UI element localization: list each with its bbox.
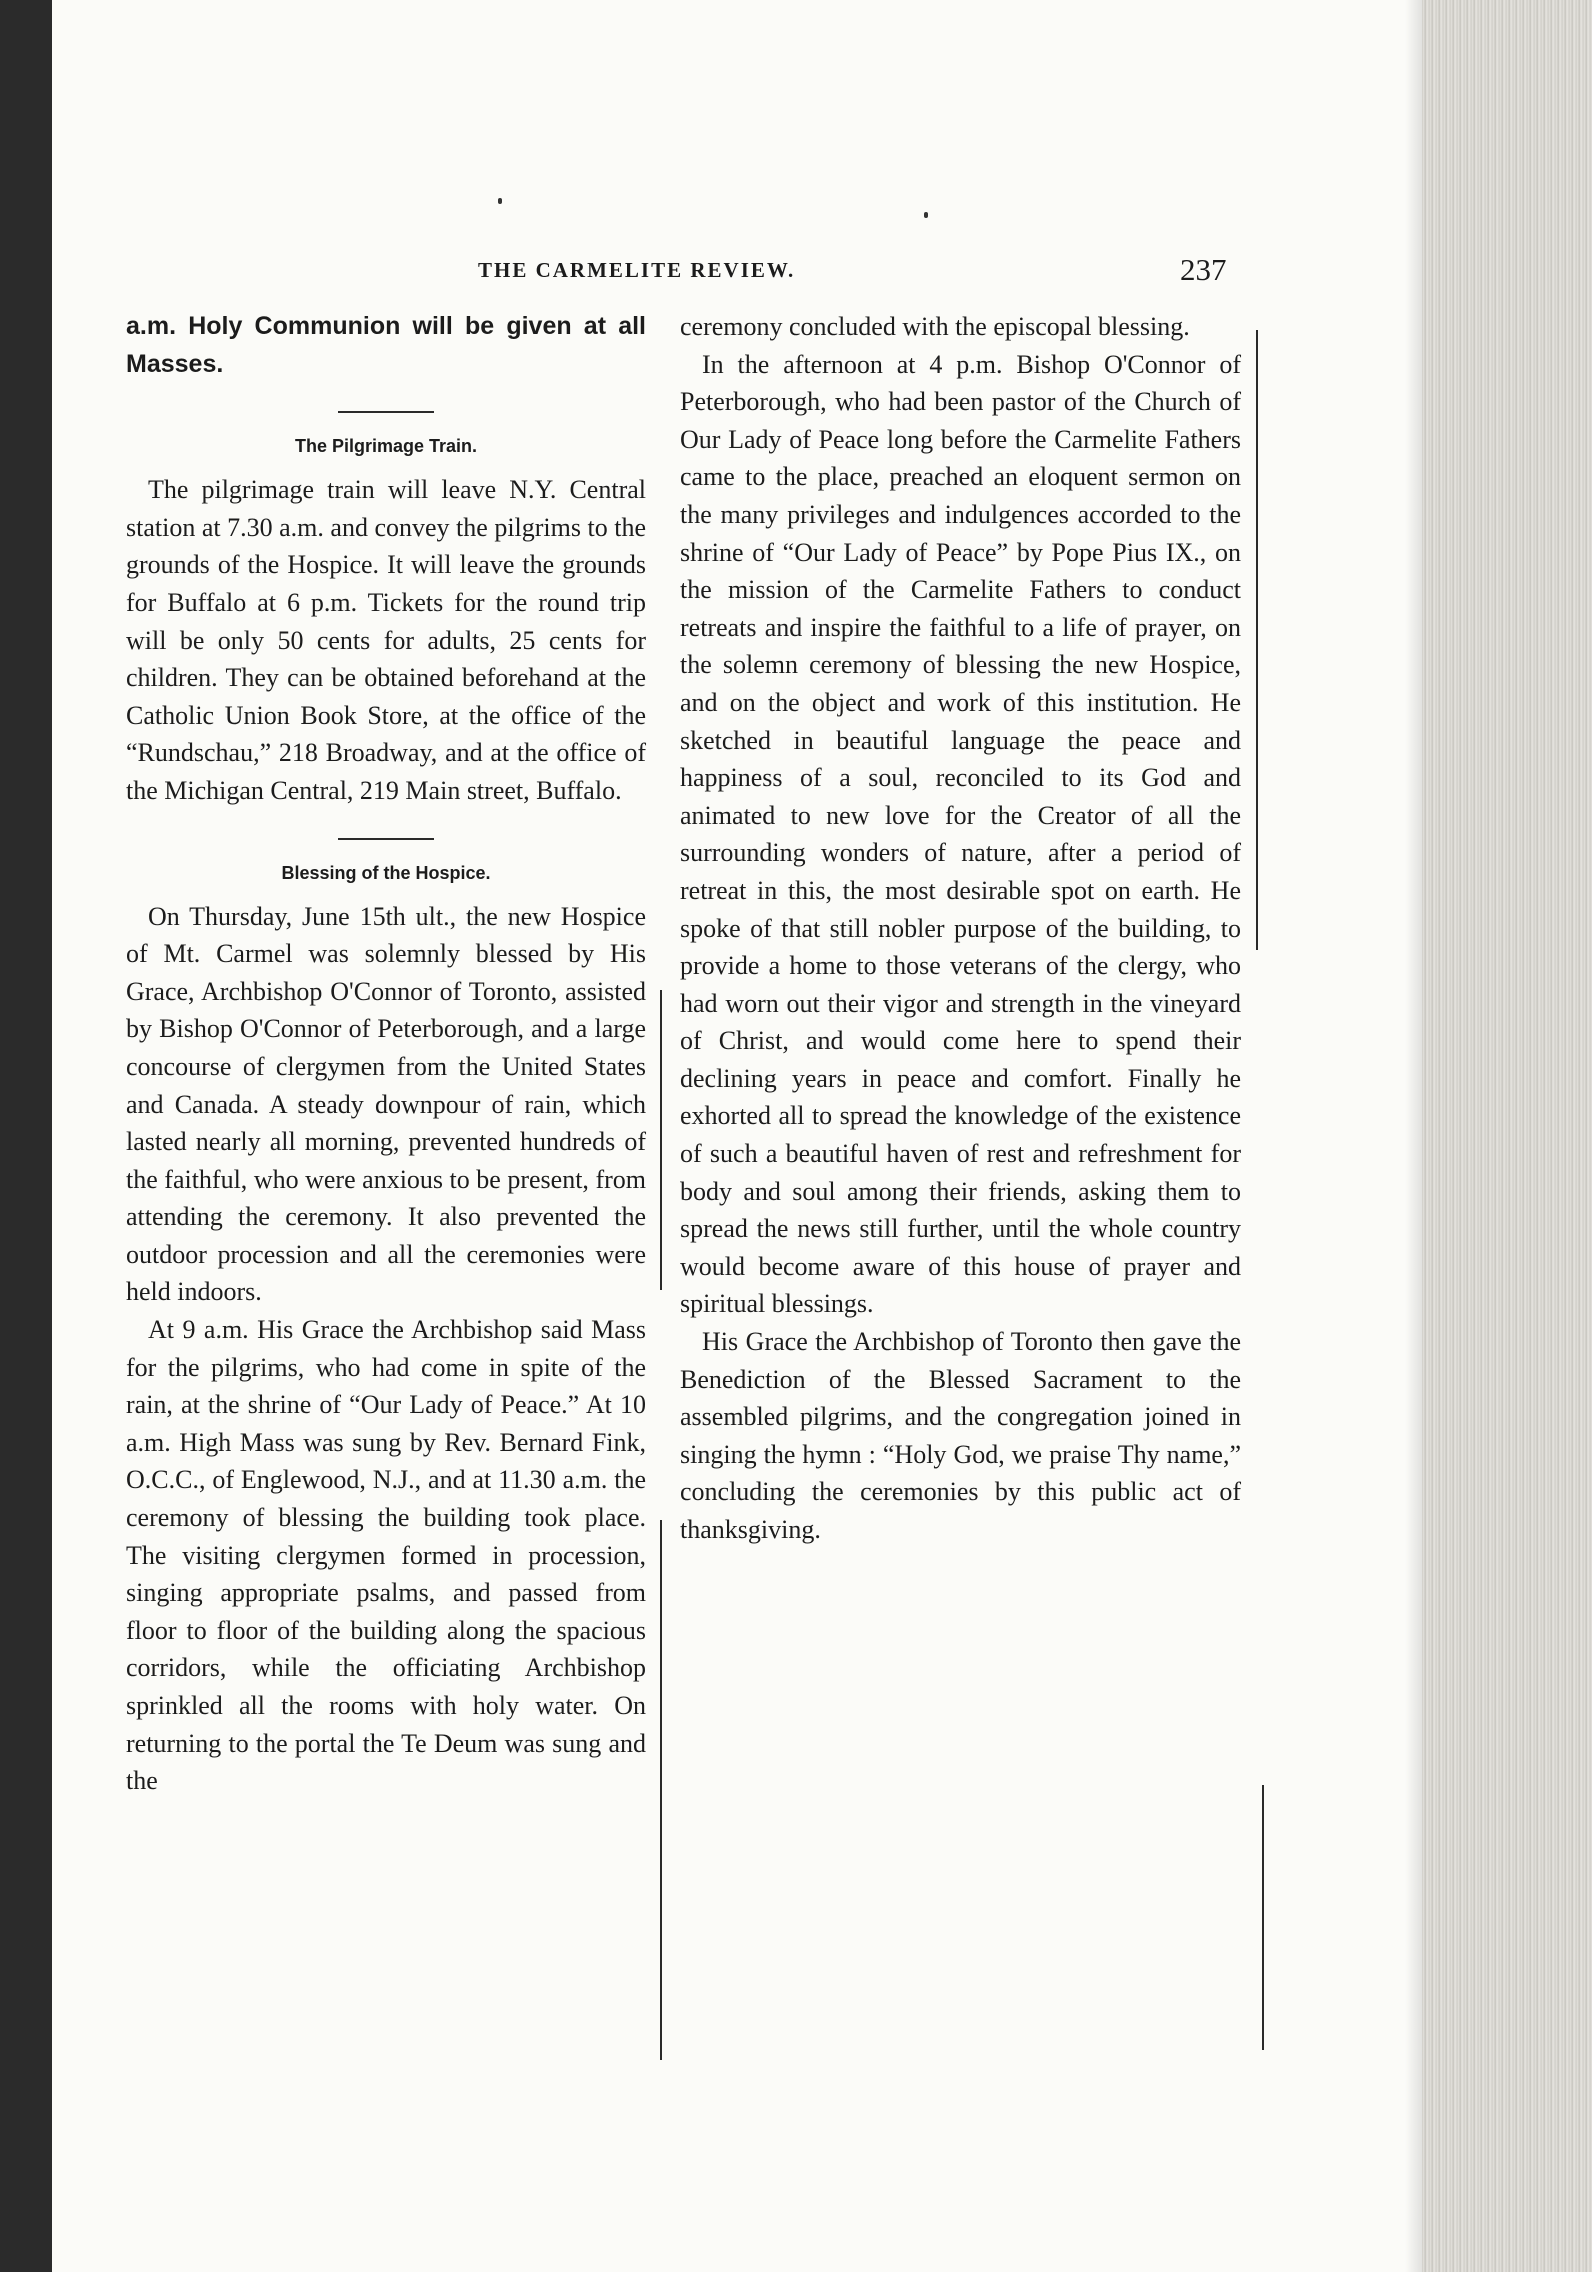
margin-mark: [660, 1520, 662, 2060]
left-column: [126, 308, 646, 1800]
ink-speck: [924, 212, 928, 218]
section-heading-pilgrimage-train: The Pilgrimage Train.: [294, 436, 478, 457]
paragraph: At 9 a.m. His Grace the Archbishop said Mass for the pilgrims, who had come in spite of the rain, at the shrine of “Our Lady of Peace.” At 10 a.m. High Mass was sung by Rev. Bernard Fink, O.C.C., of Englewood, N.J., and at 11.30 a.m. the ceremony of blessing the building took place. The visiting clergymen formed in procession, singing appropriate psalms, and passed from floor to floor of the building along the spacious corridors, while the officiating Archbishop sprinkled all the rooms with holy water. On returning to the portal the Te Deum was sung and the: [126, 1315, 646, 1796]
paragraph: His Grace the Archbishop of Toronto then gave the Benediction of the Blessed Sacrament to the assembled pilgrims, and the congregation joined in singing the hymn : “Holy God, we praise Thy name,” concluding the ceremonies by this public act of thanksgiving.: [680, 1327, 1241, 1544]
section-heading-blessing-of-the-hospice: Blessing of the Hospice.: [281, 862, 491, 883]
margin-mark: [1256, 330, 1258, 950]
ink-speck: [498, 198, 502, 204]
section-divider: [338, 838, 434, 840]
paragraph: In the afternoon at 4 p.m. Bishop O'Connor of Peterborough, who had been pastor of the Church of Our Lady of Peace long before the Carmelite Fathers came to the place, preached an eloquent sermon on the many privileges and indulgences accorded to the shrine of “Our Lady of Peace” by Pope Pius IX., on the mission of the Carmelite Fathers to conduct retreats and inspire the faithful to a life of prayer, on the solemn ceremony of blessing the new Hospice, and on the object and work of this institution. He sketched in beautiful language the peace and happiness of a soul, reconciled to its God and animated to new love for the Creator of all the surrounding wonders of nature, after a period of retreat in this, the most desirable spot on earth. He spoke of that still nobler purpose of the building, to provide a home to those veterans of the clergy, who had worn out their vigor and strength in the vineyard of Christ, and would come here to spend their declining years in peace and comfort. Finally he exhorted all to spread the knowledge of the existence of such a beautiful haven of rest and refreshment for body and soul among their friends, asking them to spread the news still further, until the whole country would become aware of this house of prayer and spiritual blessings.: [680, 349, 1241, 1319]
margin-mark: [1262, 1785, 1264, 2050]
section-divider: [338, 411, 434, 413]
continuation-text: ceremony concluded with the episcopal blessing.: [680, 312, 1190, 341]
running-head: THE CARMELITE REVIEW.: [478, 258, 796, 282]
right-column: [680, 308, 1241, 1549]
margin-mark: [660, 990, 662, 1290]
page-edges: [1422, 0, 1592, 2272]
continuation-text: a.m. Holy Communion will be given at all Masses.: [126, 312, 646, 378]
paragraph: The pilgrimage train will leave N.Y. Central station at 7.30 a.m. and convey the pilgrims to the grounds of the Hospice. It will leave the grounds for Buffalo at 6 p.m. Tickets for the round trip will be only 50 cents for adults, 25 cents for children. They can be obtained beforehand at the Catholic Union Book Store, at the office of the “Rundschau,” 218 Broadway, and at the office of the Michigan Central, 219 Main street, Buffalo.: [126, 475, 646, 805]
page-number: 237: [1180, 252, 1227, 287]
paragraph: On Thursday, June 15th ult., the new Hospice of Mt. Carmel was solemnly blessed by His Grace, Archbishop O'Connor of Toronto, assisted by Bishop O'Connor of Peterborough, and a large concourse of clergymen from the United States and Canada. A steady downpour of rain, which lasted nearly all morning, prevented hundreds of the faithful, who were anxious to be present, from attending the ceremony. It also prevented the outdoor procession and all the ceremonies were held indoors.: [126, 901, 646, 1307]
